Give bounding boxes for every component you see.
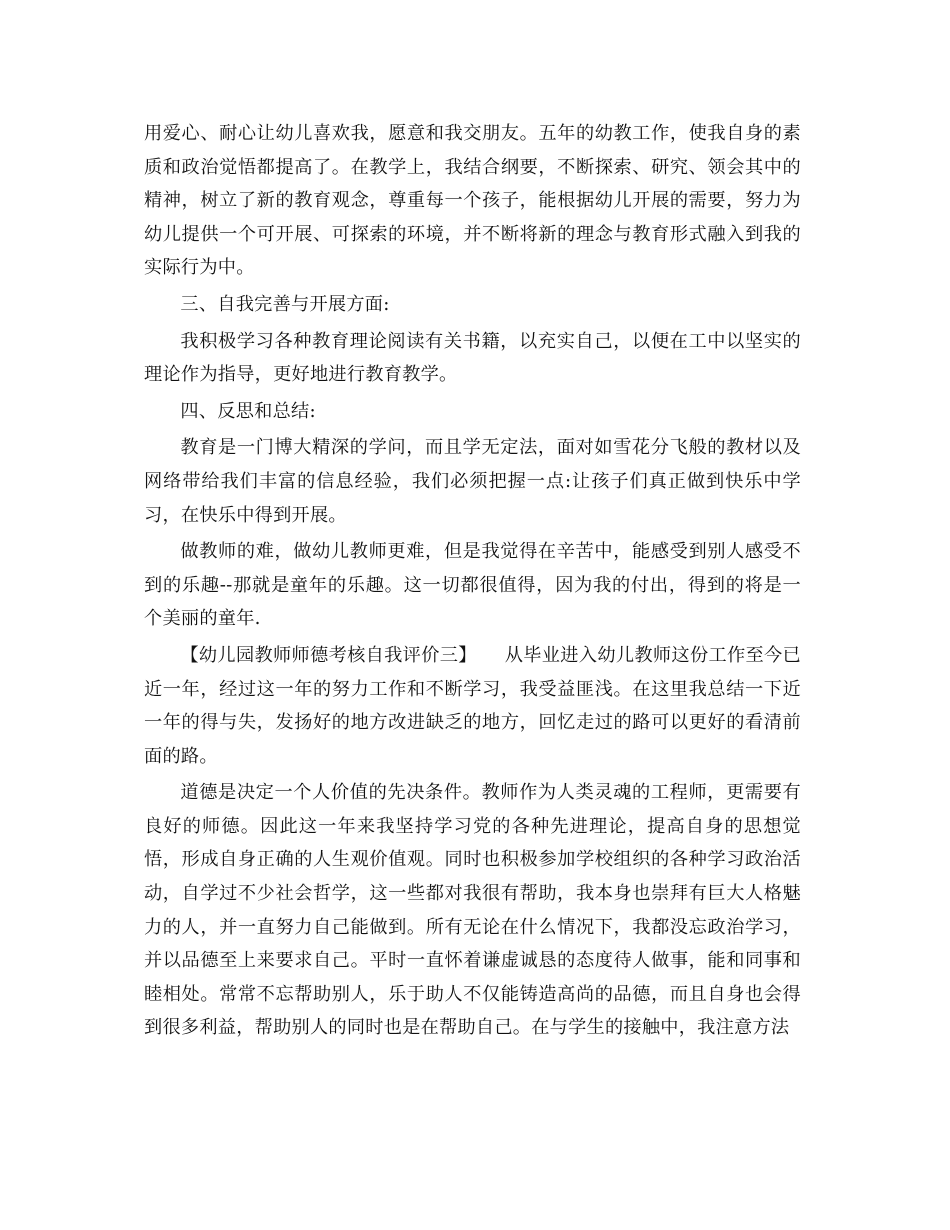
- paragraph-morality: 道德是决定一个人价值的先决条件。教师作为人类灵魂的工程师，更需要有良好的师德。因此这一年来我坚持学习党的各种先进理论，提高自身的思想觉悟，形成自身正确的人生观价值观。同时也积极参加学校组织的各种学习政治活动，自学过不少社会哲学，这一些都对我很有帮助，我本身也崇拜有巨大人格魅力的人，并一直努力自己能做到。所有无论在什么情况下，我都没忘政治学习，并以品德至上来要求自己。平时一直怀着谦虚诚恳的态度待人做事，能和同事和睦相处。常常不忘帮助别人，乐于助人不仅能铸造高尚的品德，而且自身也会得到很多利益，帮助别人的同时也是在帮助自己。在与学生的接触中，我注意方法: [144, 782, 801, 1039]
- document-page: [144, 117, 801, 1045]
- section-heading-self-improvement: 三、自我完善与开展方面:: [180, 293, 390, 315]
- paragraph-study: 我积极学习各种教育理论阅读有关书籍，以充实自己，以便在工中以坚实的理论作为指导，更好地进行教育教学。: [144, 330, 801, 386]
- paragraph-teacher-difficulty: 做教师的难，做幼儿教师更难，但是我觉得在辛苦中，能感受到别人感受不到的乐趣--那就是童年的乐趣。这一切都很值得，因为我的付出，得到的将是一个美丽的童年.: [144, 541, 801, 630]
- section-heading-reflection: 四、反思和总结:: [180, 400, 316, 422]
- paragraph-continuation: 用爱心、耐心让幼儿喜欢我，愿意和我交朋友。五年的幼教工作，使我自身的素质和政治觉悟都提高了。在教学上，我结合纲要，不断探索、研究、领会其中的精神，树立了新的教育观念，尊重每一个孩子，能根据幼儿开展的需要，努力为幼儿提供一个可开展、可探索的环境，并不断将新的理念与教育形式融入到我的实际行为中。: [144, 123, 801, 279]
- paragraph-education: 教育是一门博大精深的学问，而且学无定法，面对如雪花分飞般的教材以及网络带给我们丰富的信息经验，我们必须把握一点:让孩子们真正做到快乐中学习，在快乐中得到开展。: [144, 437, 801, 526]
- paragraph-evaluation-three: 【幼儿园教师师德考核自我评价三】 从毕业进入幼儿教师这份工作至今已近一年，经过这一年的努力工作和不断学习，我受益匪浅。在这里我总结一下近一年的得与失，发扬好的地方改进缺乏的地方，回忆走过的路可以更好的看清前面的路。: [144, 644, 801, 767]
